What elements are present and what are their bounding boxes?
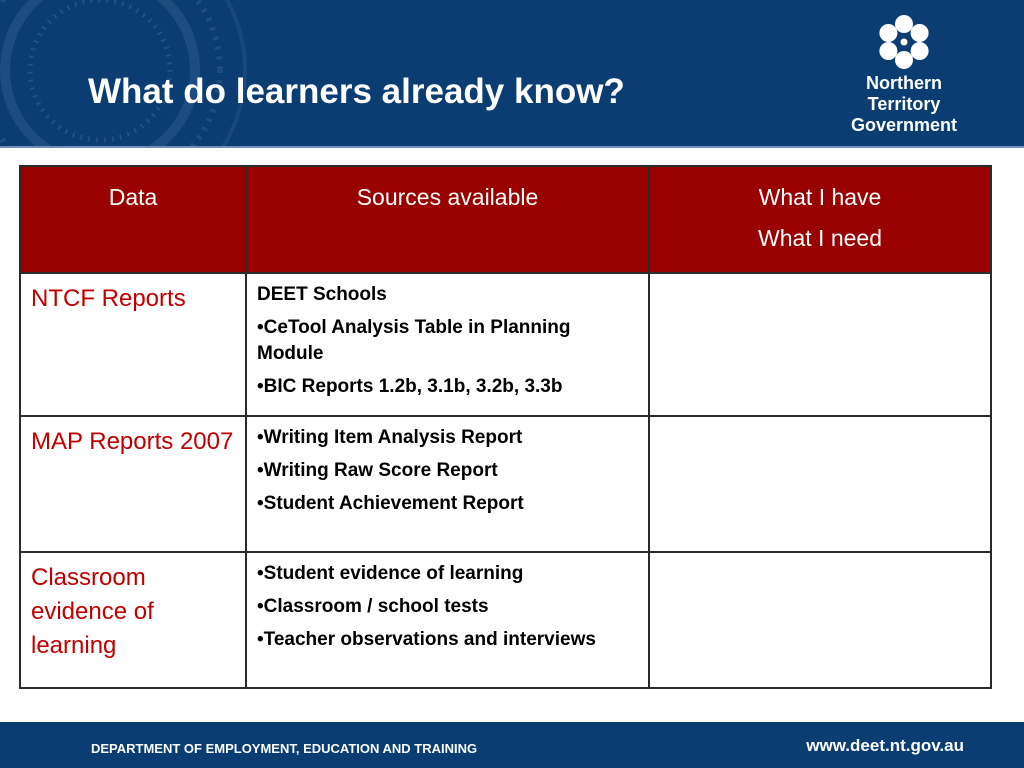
source-item: •Writing Item Analysis Report <box>257 427 523 448</box>
have-need-cell <box>649 416 991 552</box>
data-sources-table <box>19 165 992 689</box>
website-link[interactable]: www.deet.nt.gov.au <box>806 736 964 755</box>
source-item: •Writing Raw Score Report <box>257 460 498 481</box>
header-banner <box>0 0 1024 148</box>
logo-line: Government <box>850 115 958 135</box>
logo-line: Territory <box>867 94 941 114</box>
table-header-row <box>20 166 991 273</box>
column-header-have-need <box>649 166 991 273</box>
column-header-sources: Sources available <box>246 166 649 273</box>
source-item: DEET Schools <box>257 284 387 305</box>
source-item: •Teacher observations and interviews <box>257 629 596 650</box>
source-item: •BIC Reports 1.2b, 3.1b, 3.2b, 3.3b <box>257 376 563 397</box>
footer-bar <box>0 722 1024 768</box>
sources-cell <box>246 273 649 416</box>
column-header-have: What I have <box>758 184 882 210</box>
table-row <box>20 416 991 552</box>
column-header-need: What I need <box>757 225 883 251</box>
table-row <box>20 552 991 688</box>
logo-text <box>836 73 972 136</box>
source-item: •Student Achievement Report <box>257 493 524 514</box>
row-label-map: MAP Reports 2007 <box>20 416 246 552</box>
nt-government-logo <box>836 14 972 136</box>
sources-cell <box>246 552 649 688</box>
nt-government-flower-icon <box>876 14 932 70</box>
row-label-ntcf: NTCF Reports <box>20 273 246 416</box>
source-item: •CeTool Analysis Table in Planning Module <box>257 317 571 364</box>
row-label-classroom: Classroom evidence of learning <box>20 552 246 688</box>
sources-cell <box>246 416 649 552</box>
page-title: What do learners already know? <box>88 72 625 111</box>
have-need-cell <box>649 273 991 416</box>
department-name: DEPARTMENT OF EMPLOYMENT, EDUCATION AND TRAINING <box>91 741 478 756</box>
source-item: •Classroom / school tests <box>257 596 489 617</box>
have-need-cell <box>649 552 991 688</box>
header-divider <box>0 146 1024 148</box>
table-row <box>20 273 991 416</box>
logo-line: Northern <box>866 73 942 93</box>
column-header-data: Data <box>20 166 246 273</box>
source-item: •Student evidence of learning <box>257 563 524 584</box>
